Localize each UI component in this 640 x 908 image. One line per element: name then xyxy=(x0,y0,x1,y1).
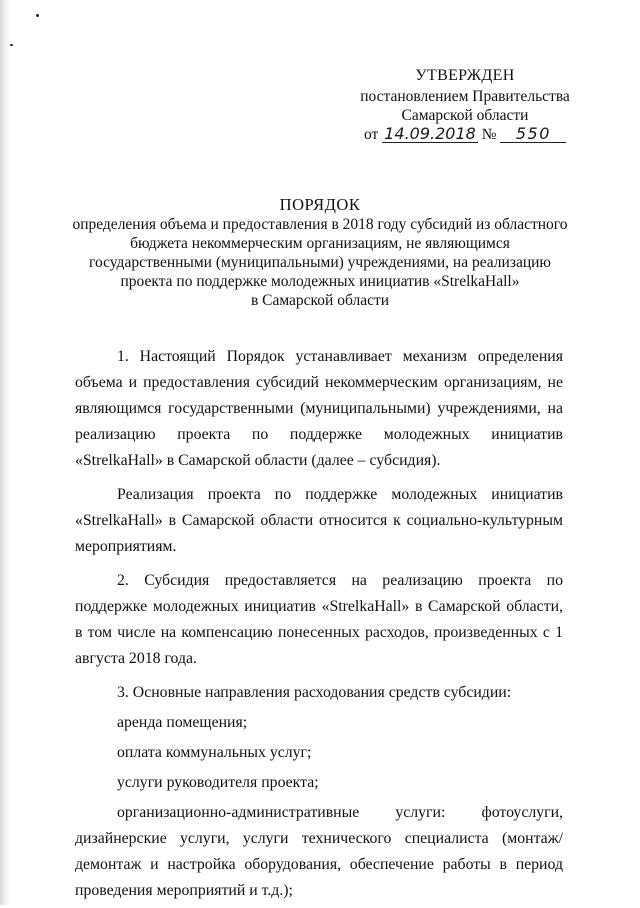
title-line-3: государственными (муниципальными) учреждениями, на реализацию xyxy=(89,254,551,271)
document-title xyxy=(70,195,570,310)
date-prefix: от xyxy=(364,126,379,143)
document-body xyxy=(75,344,563,908)
handwritten-date: 14.09.2018 xyxy=(384,124,476,143)
paragraph-4: 3. Основные направления расходования средств субсидии: xyxy=(117,684,512,701)
approval-line-2: Самарской области xyxy=(401,107,529,124)
title-line-4: проекта по поддержке молодежных инициатив «StrelkaHall» xyxy=(120,273,520,290)
approval-block xyxy=(340,66,590,144)
number-label: № xyxy=(481,126,497,143)
paragraph-2: Реализация проекта по поддержке молодежных инициатив «StrelkaHall» в Самарской области относится к социально-культурным мероприятиям. xyxy=(75,486,563,555)
title-line-2: бюджета некоммерческим организациям, не являющимся xyxy=(130,235,510,252)
scan-speck xyxy=(10,44,13,46)
approval-date-line xyxy=(340,125,590,144)
scan-speck xyxy=(36,14,39,17)
list-item: организационно-административные услуги: фотоуслуги, дизайнерские услуги, услуги технического специалиста (монтаж/демонтаж и настройка оборудования, обеспечение работы в период проведения мероприятий и т.д.); xyxy=(75,804,563,899)
handwritten-number: 550 xyxy=(500,125,566,143)
scan-edge-shadow xyxy=(0,0,10,905)
approval-line-1: постановлением Правительства xyxy=(360,88,570,105)
title-line-1: определения объема и предоставления в 2018 году субсидий из областного xyxy=(72,216,568,233)
paragraph-3: 2. Субсидия предоставляется на реализацию проекта по поддержке молодежных инициатив «StrelkaHall» в Самарской области, в том числе на компенсацию понесенных расходов, произведенных с 1 августа 2018 года. xyxy=(75,572,563,667)
list-item: услуги руководителя проекта; xyxy=(117,774,319,791)
title-heading: ПОРЯДОК xyxy=(279,195,361,214)
approval-heading: УТВЕРЖДЕН xyxy=(415,67,515,84)
list-item: оплата коммунальных услуг; xyxy=(117,744,312,761)
paragraph-1: 1. Настоящий Порядок устанавливает механизм определения объема и предоставления субсидий некоммерческим организациям, не являющимся государственными (муниципальными) учреждениями, на реализацию проекта по поддержке молодежных инициатив «StrelkaHall» в Самарской области (далее – субсидия). xyxy=(75,348,563,469)
list-item: аренда помещения; xyxy=(117,714,248,731)
title-line-5: в Самарской области xyxy=(250,292,390,309)
